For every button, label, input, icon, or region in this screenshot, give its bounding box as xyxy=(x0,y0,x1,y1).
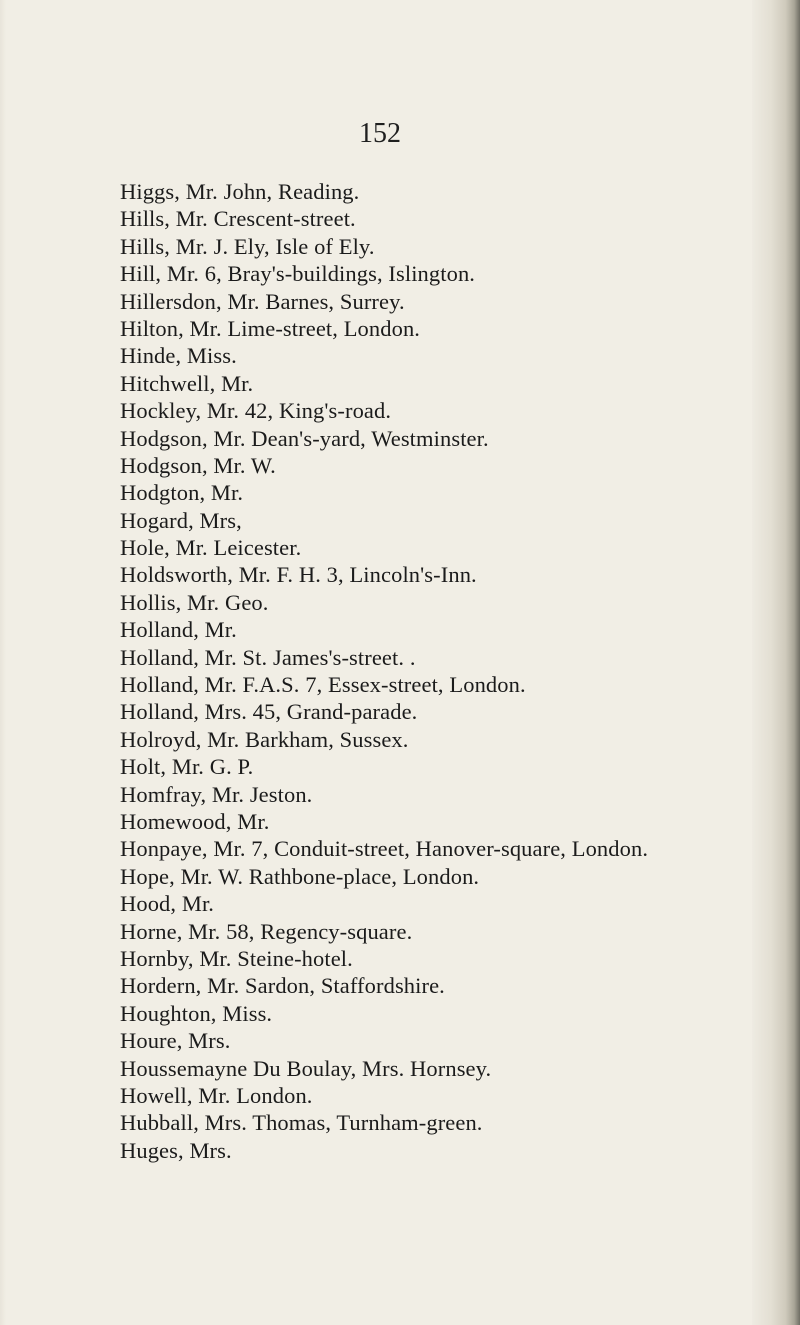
list-item: Holt, Mr. G. P. xyxy=(120,754,254,780)
list-item: Houssemayne Du Boulay, Mrs. Hornsey. xyxy=(120,1055,492,1081)
list-item: Hodgton, Mr. xyxy=(120,480,244,506)
list-item: Horne, Mr. 58, Regency-square. xyxy=(120,918,413,944)
list-item: Hubball, Mrs. Thomas, Turnham-green. xyxy=(120,1110,483,1136)
list-item: Houghton, Miss. xyxy=(120,1000,273,1026)
list-item: Hogard, Mrs, xyxy=(120,507,242,533)
list-item: Hole, Mr. Leicester. xyxy=(120,535,302,561)
list-item: Hordern, Mr. Sardon, Staffordshire. xyxy=(120,973,445,999)
list-item: Hill, Mr. 6, Bray's-buildings, Islington. xyxy=(120,261,476,287)
list-item: Hilton, Mr. Lime-street, London. xyxy=(120,315,421,341)
list-item: Hornby, Mr. Steine-hotel. xyxy=(120,945,353,971)
list-item: Hodgson, Mr. W. xyxy=(120,452,276,478)
list-item: Hockley, Mr. 42, King's-road. xyxy=(120,398,392,424)
list-item: Honpaye, Mr. 7, Conduit-street, Hanover-square, London. xyxy=(120,836,649,862)
list-item: Holland, Mrs. 45, Grand-parade. xyxy=(120,699,418,725)
list-item: Homfray, Mr. Jeston. xyxy=(120,781,313,807)
list-item: Hills, Mr. J. Ely, Isle of Ely. xyxy=(120,233,375,259)
list-item: Homewood, Mr. xyxy=(120,808,270,834)
list-item: Hillersdon, Mr. Barnes, Surrey. xyxy=(120,288,405,314)
list-item: Hitchwell, Mr. xyxy=(120,370,254,396)
list-item: Houre, Mrs. xyxy=(120,1028,231,1054)
subscriber-list xyxy=(120,178,648,1164)
page-number: 152 xyxy=(359,118,401,149)
page-gutter-shadow xyxy=(752,0,800,1325)
list-item: Howell, Mr. London. xyxy=(120,1082,313,1108)
list-item: Hope, Mr. W. Rathbone-place, London. xyxy=(120,863,480,889)
list-item: Holroyd, Mr. Barkham, Sussex. xyxy=(120,726,409,752)
list-item: Hood, Mr. xyxy=(120,891,215,917)
list-item: Holdsworth, Mr. F. H. 3, Lincoln's-Inn. xyxy=(120,562,477,588)
list-item: Huges, Mrs. xyxy=(120,1137,232,1163)
list-item: Holland, Mr. xyxy=(120,617,237,643)
list-item: Hills, Mr. Crescent-street. xyxy=(120,206,356,232)
list-item: Hollis, Mr. Geo. xyxy=(120,589,269,615)
list-item: Higgs, Mr. John, Reading. xyxy=(120,179,360,204)
list-item: Hodgson, Mr. Dean's-yard, Westminster. xyxy=(120,425,489,451)
page-left-edge xyxy=(0,0,6,1325)
list-item: Hinde, Miss. xyxy=(120,343,237,369)
list-item: Holland, Mr. F.A.S. 7, Essex-street, London. xyxy=(120,672,526,698)
list-item: Holland, Mr. St. James's-street. . xyxy=(120,644,416,670)
